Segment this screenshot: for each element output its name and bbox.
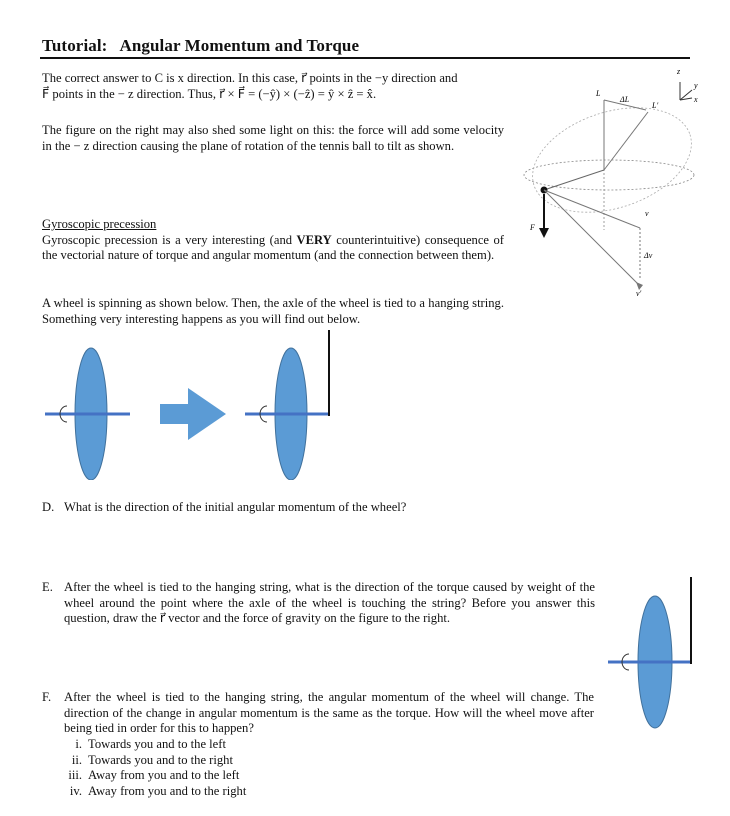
label-dv: Δv bbox=[644, 251, 653, 260]
answer-paragraph bbox=[42, 71, 512, 102]
page-title bbox=[42, 36, 359, 56]
answer-line-2: F⃗ points in the − z direction. Thus, r⃗ × F⃗ = (−ŷ) × (−ẑ) = ŷ × ẑ = x̂. bbox=[42, 86, 377, 101]
option-iii[interactable]: iii. Away from you and to the left bbox=[68, 768, 240, 782]
question-F bbox=[42, 690, 594, 737]
question-D-text: What is the direction of the initial angular momentum of the wheel? bbox=[64, 500, 407, 514]
label-v: v bbox=[645, 209, 649, 218]
title-rule bbox=[40, 57, 690, 59]
question-F-options bbox=[60, 737, 460, 799]
wheel-intro: A wheel is spinning as shown below. Then, the axle of the wheel is tied to a hanging string. Something very interesting happens as you will find out below. bbox=[42, 296, 504, 326]
figure-explanation: The figure on the right may also shed some light on this: the force will add some velocity in the − z direction causing the plane of rotation of the tennis ball to tilt as shown. bbox=[42, 123, 504, 153]
precession-figure bbox=[512, 60, 722, 300]
transition-arrow-icon bbox=[160, 388, 226, 440]
answer-line-1: The correct answer to C is x direction. In this case, r⃗ points in the −y direction and bbox=[42, 71, 458, 85]
wheel-sequence-figure bbox=[40, 330, 340, 480]
question-F-label: F. bbox=[42, 690, 52, 704]
orbit-ellipse bbox=[524, 160, 694, 190]
question-E-label: E. bbox=[42, 580, 53, 594]
axis-x-label: x bbox=[694, 95, 698, 104]
title-prefix: Tutorial: bbox=[42, 36, 108, 55]
gyro-section bbox=[42, 217, 504, 264]
label-vprime: v′ bbox=[636, 289, 642, 298]
question-E-text: After the wheel is tied to the hanging string, what is the direction of the torque caused by weight of the wheel around the point where the axle of the wheel is touching the string? Before you answer this question, draw the r⃗ vector and the force of gravity on the figure to the right. bbox=[64, 580, 595, 625]
axes-icon bbox=[680, 82, 692, 100]
question-E bbox=[42, 580, 595, 627]
label-L: L bbox=[596, 89, 601, 98]
radius-line bbox=[544, 170, 604, 190]
gyro-heading: Gyroscopic precession bbox=[42, 217, 157, 231]
question-F-text: After the wheel is tied to the hanging string, the angular momentum of the wheel will change. The direction of the change in angular momentum is the same as the torque. How will the wheel move after being tied in order for this to happen? bbox=[64, 690, 594, 735]
axis-z-label: z bbox=[677, 67, 681, 76]
wheel-on-string bbox=[245, 330, 330, 480]
vprime-vector bbox=[544, 190, 640, 286]
option-ii[interactable]: ii. Towards you and to the right bbox=[71, 752, 233, 767]
option-i[interactable]: i. Towards you and to the left bbox=[75, 737, 226, 751]
force-arrowhead bbox=[539, 228, 549, 238]
gyro-emphasis: VERY bbox=[296, 232, 332, 247]
wheel-drawing-figure bbox=[600, 575, 700, 730]
question-D-label: D. bbox=[42, 500, 55, 514]
question-D bbox=[42, 500, 642, 516]
v-vector bbox=[544, 190, 640, 228]
label-dL: ΔL bbox=[620, 95, 630, 104]
wheel-initial bbox=[45, 348, 130, 480]
axis-y-label: y bbox=[694, 81, 698, 90]
label-F: F bbox=[530, 223, 535, 232]
gyro-text: Gyroscopic precession is a very interesting (and VERY counterintuitive) consequence of the vectorial nature of torque and angular momentum (and the connection between them). bbox=[42, 232, 505, 262]
label-Lprime: L′ bbox=[652, 101, 659, 110]
title-main: Angular Momentum and Torque bbox=[119, 36, 360, 55]
option-iv[interactable]: iv. Away from you and to the right bbox=[69, 783, 247, 798]
